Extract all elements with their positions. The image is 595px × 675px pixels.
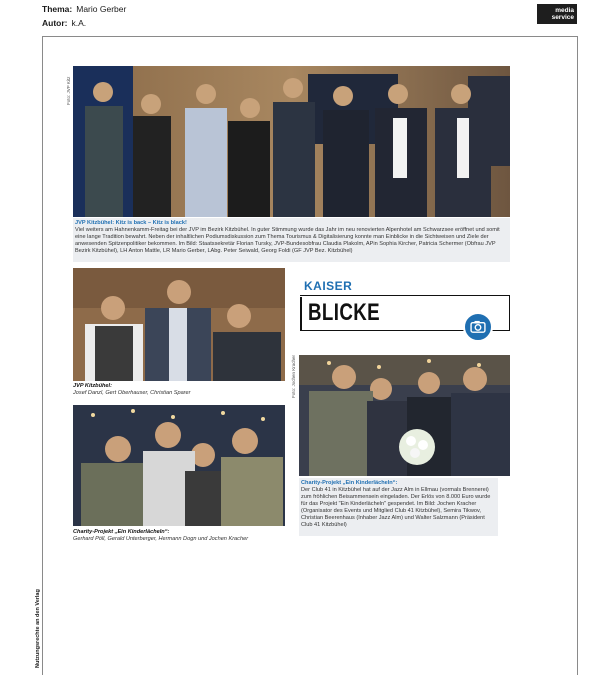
autor-label: Autor: [42, 18, 68, 28]
caption-bottom-left-names: Gerhard Pöll, Gerald Unterberger, Hermann Dogn und Jochen Kracher [73, 536, 249, 542]
side-note: Nutzungsrechte an den Verlag [35, 589, 41, 668]
caption-right [301, 480, 496, 529]
header-line-top [300, 295, 510, 296]
caption-top [75, 220, 507, 255]
autor-value: k.A. [71, 18, 87, 28]
section-title: BLICKE [308, 299, 381, 326]
logo-line1: media [555, 7, 574, 14]
photo-jvp-three [73, 268, 285, 381]
thema-value: Mario Gerber [76, 4, 127, 14]
caption-right-body: Der Club 41 in Kitzbühel hat auf der Jazz Alm in Ellmau (vormals Brennerei) zum fröhlichen Beisammensein eingeladen. Der Erlös von 8.000 Euro wurde für das Projekt "Ein Kinderlächeln" gespendet. Im Bild: Jochen Kracher (Organisator des Events und Mitglied Club 41 Kitzbühel), Semira Tikwov, Christian Beerenhaus (Inhaber Jazz Alm) und Walter Salzmann (Präsident Club 41 Kitzbühel) [301, 487, 491, 528]
caption-bottom-left-title: Charity-Projekt „Ein Kinderlächeln“: [73, 529, 170, 535]
caption-middle-left-names: Josef Danzl, Gert Oberhauser, Christian Sparer [73, 390, 191, 396]
caption-middle-left [73, 383, 285, 397]
meta-thema [42, 4, 126, 14]
logo-line2: service [551, 14, 574, 21]
caption-top-title: JVP Kitzbühel: Kitz is back – Kitz is black! [75, 220, 187, 226]
photo-charity-jazzalm [299, 355, 510, 476]
header-bar [300, 297, 302, 330]
photo-credit-top: Foto: JVP Kitz [66, 76, 71, 105]
camera-icon [463, 312, 493, 342]
header-line-right [509, 295, 510, 330]
photo-jvp-group [73, 66, 510, 217]
photo-credit-right: Foto: Jochen Kracher [291, 354, 296, 398]
photo-charity-four [73, 405, 285, 526]
section-kicker: KAISER [304, 279, 353, 293]
caption-right-title: Charity-Projekt „Ein Kinderlächeln“: [301, 480, 398, 486]
caption-bottom-left [73, 529, 285, 543]
caption-middle-left-title: JVP Kitzbühel: [73, 383, 112, 389]
media-service-logo [537, 4, 577, 24]
caption-top-body: Viel weiters am Hahnenkamm-Freitag bei der JVP im Bezirk Kitzbühel. In guter Stimmung wurde das Jahr im neu renovierten Alpenhotel am Schwarzsee eröffnet und somit eine lange Tradition bewahrt. Neben der inhaltlichen Podiumsdiskussion zum Thema Tourismus & Digitalisierung konnte man Einblicke in die Sichtweisen und Ziele der anwesenden Spitzenpolitiker bekommen. Im Bild: Staatssekretär Florian Tursky, JVP-Bundesobfrau Claudia Plakolm, APin Sophia Kircher, Patricia Schermer (Obfrau JVP Bezirk Kitzbühel), LH Anton Mattle, LR Mario Gerber, LAbg. Peter Seiwald, Georg Foldi (GF JVP Bez. Kitzbühel) [75, 227, 500, 254]
thema-label: Thema: [42, 4, 73, 14]
meta-autor [42, 18, 86, 28]
